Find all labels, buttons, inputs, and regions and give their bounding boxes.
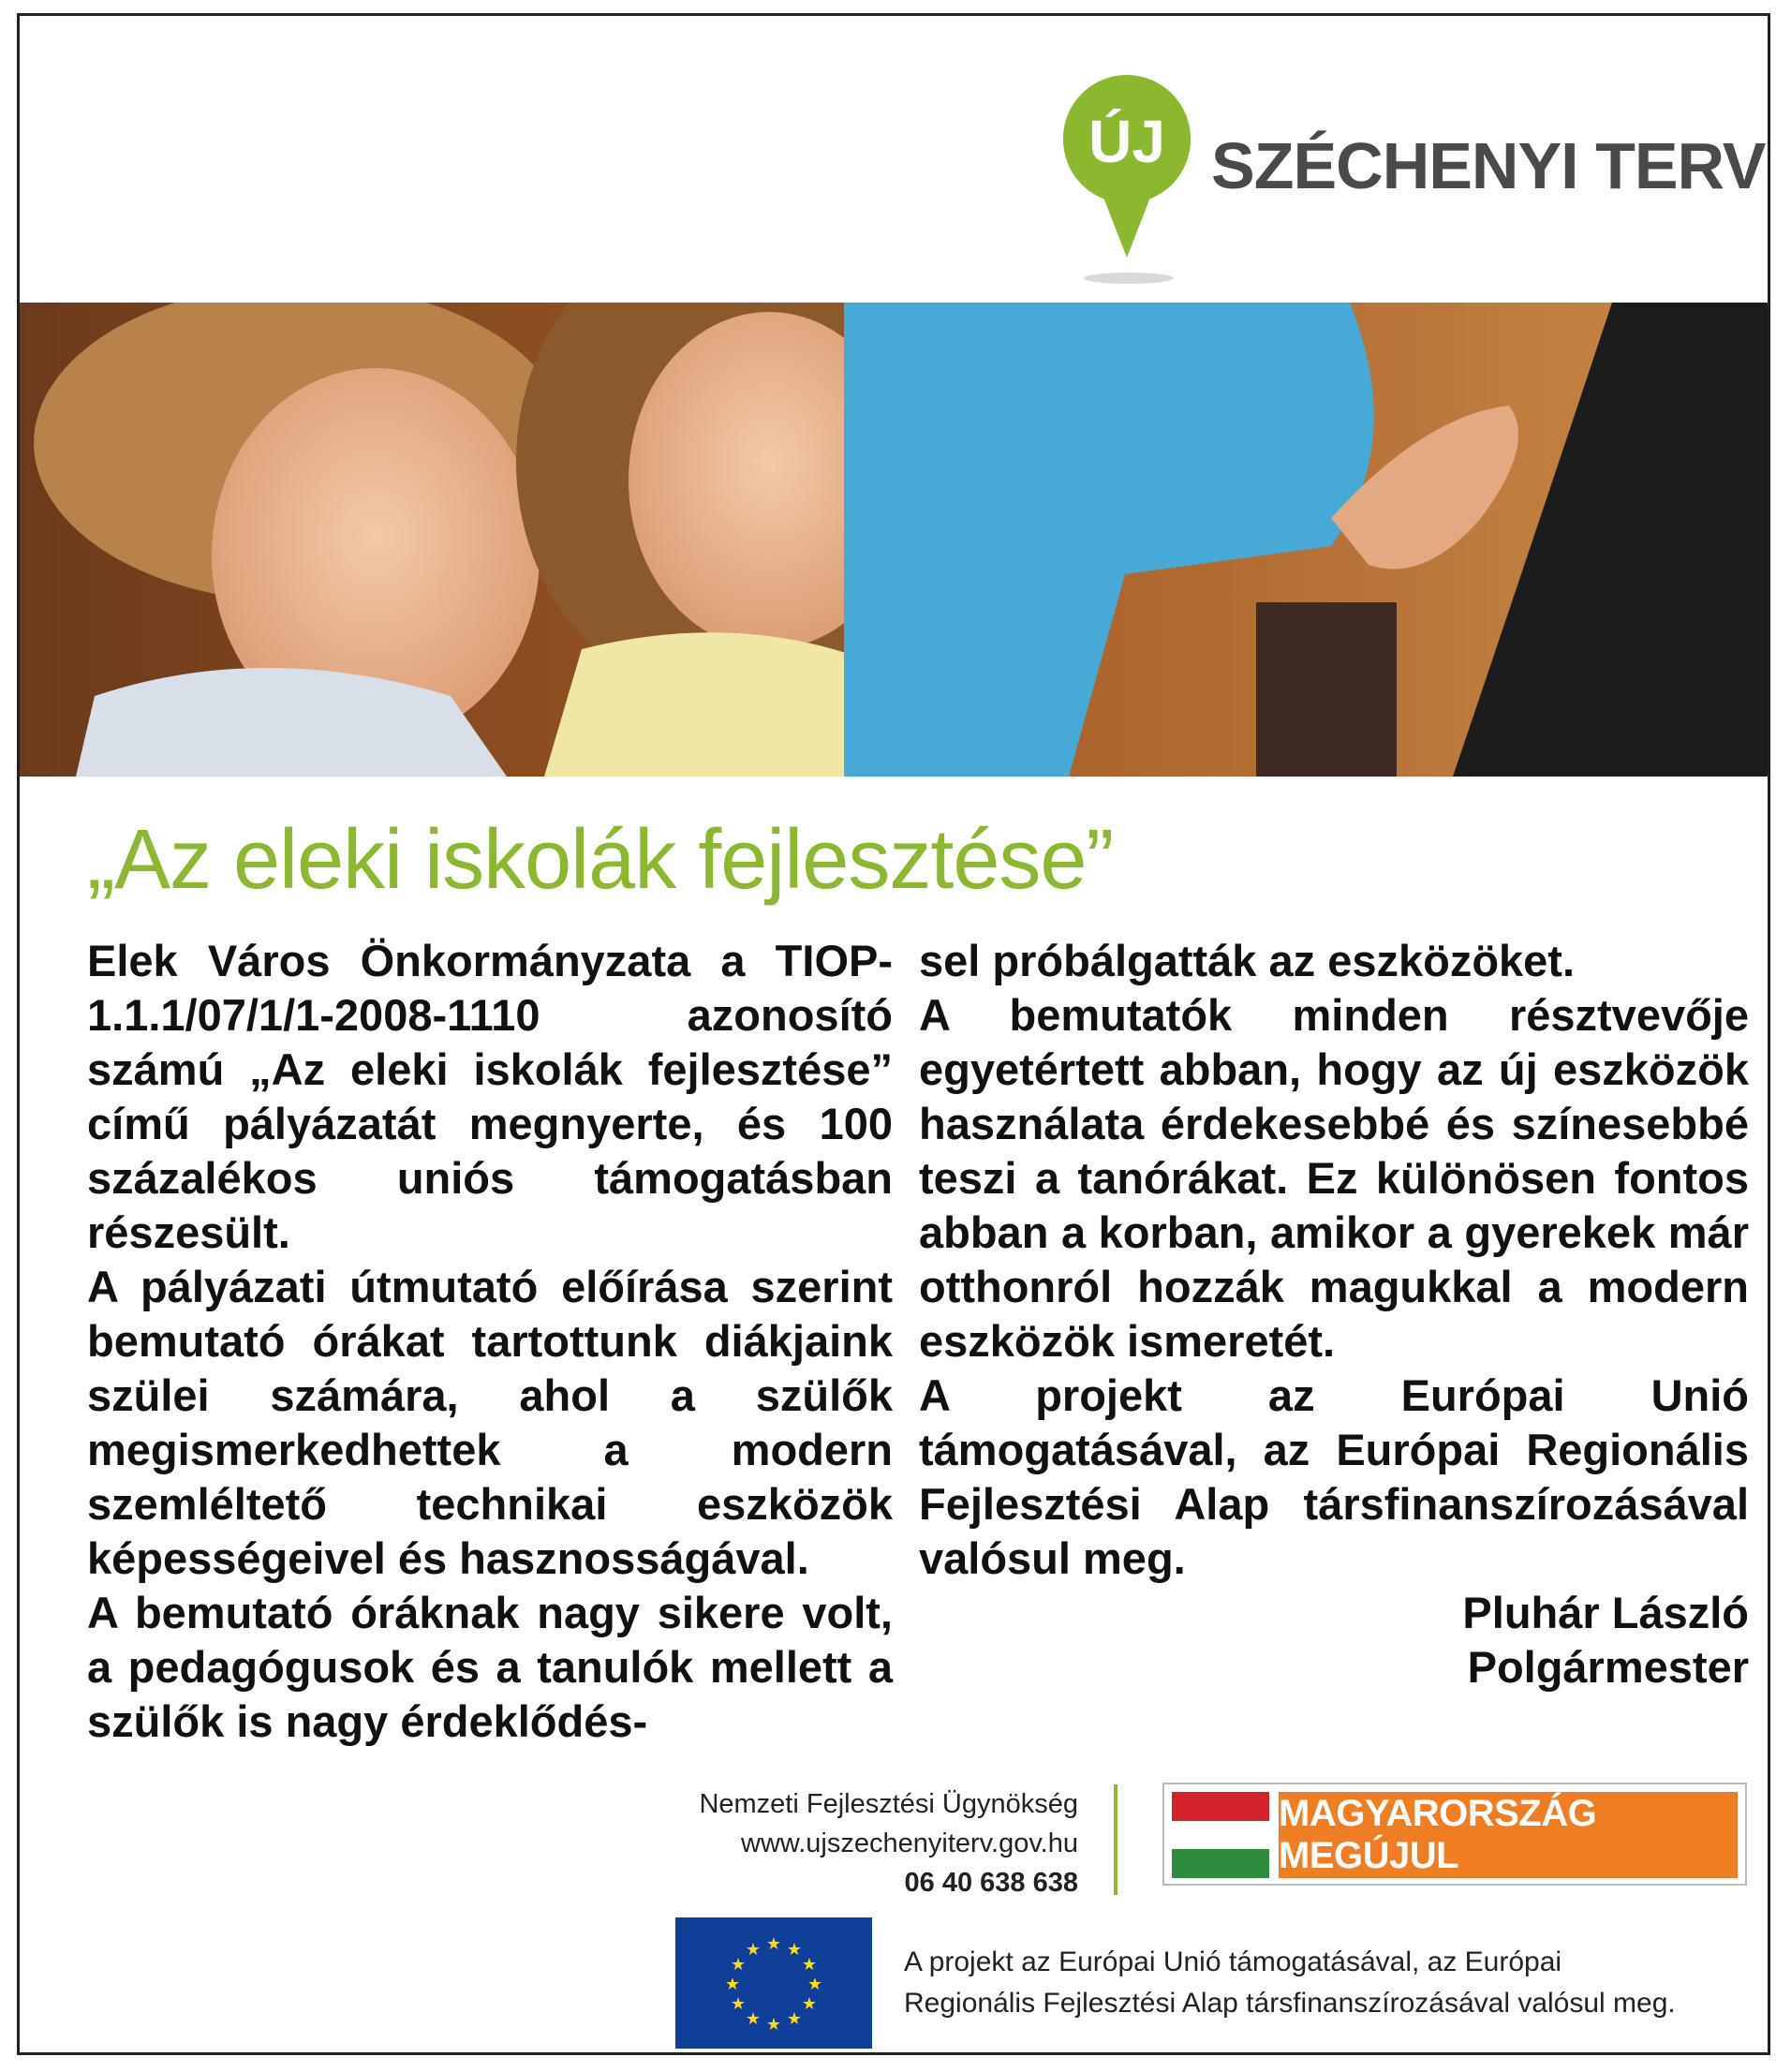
agency-info (629, 1784, 1078, 1902)
map-pin-icon (1043, 70, 1211, 295)
headline: „Az eleki iskolák fejlesztése” (87, 813, 1114, 907)
agency-phone: 06 40 638 638 (904, 1868, 1078, 1898)
paragraph: A bemutatók minden résztvevője egyetértett abban, hogy az új eszközök használata érdekesebbé és színesebbé teszi a tanórákat. Ez különösen fontos abban a korban, amikor a gyerekek már otthonról hozzák magukkal a modern eszközök ismeretét. (919, 990, 1749, 1366)
advertisement-frame (17, 13, 1770, 2055)
children-at-computer-photo (20, 303, 1768, 777)
eu-note-line-1: A projekt az Európai Unió támogatásával, az Európai (904, 1946, 1562, 1977)
paragraph: Elek Város Önkormányzata a TIOP-1.1.1/07/1/1-2008-1110 azonosító számú „Az eleki iskolák fejlesztése” című pályázatát megnyerte, és 100 százalékos uniós támogatásban részesült. (87, 936, 893, 1257)
body-right-column (919, 934, 1749, 1695)
svg-text:★: ★ (730, 1955, 747, 1975)
paragraph: A bemutató óráknak nagy sikere volt, a pedagógusok és a tanulók mellett a szülők is nagy érdeklődés- (87, 1588, 893, 1746)
svg-text:★: ★ (807, 1975, 823, 1994)
footer-divider (1114, 1784, 1118, 1895)
agency-name: Nemzeti Fejlesztési Ügynökség (699, 1789, 1078, 1819)
eu-flag-icon (675, 1917, 872, 2049)
svg-text:★: ★ (724, 1975, 741, 1994)
eu-note-line-2: Regionális Fejlesztési Alap társfinanszírozásával valósul meg. (904, 1988, 1676, 2019)
paragraph: sel próbálgatták az eszközöket. (919, 936, 1576, 985)
svg-text:★: ★ (765, 2015, 782, 2035)
paragraph: A pályázati útmutató előírása szerint bemutató órákat tartottunk diákjaink szülei számára, ahol a szülők megismerkedhettek a modern szemléltető technikai eszközök képességeivel és hasznosságával. (87, 1262, 893, 1583)
signature-title: Polgármester (1467, 1642, 1749, 1692)
hero-photo (20, 303, 1768, 777)
svg-text:★: ★ (786, 1940, 803, 1960)
signature-name: Pluhár László (1462, 1588, 1749, 1637)
svg-text:★: ★ (765, 1934, 782, 1954)
hungarian-flag-icon (1172, 1792, 1269, 1878)
magyarorszag-megujul-badge (1162, 1783, 1747, 1886)
body-left-column (87, 934, 893, 1749)
svg-text:★: ★ (786, 2009, 803, 2029)
svg-text:★: ★ (745, 2009, 762, 2029)
svg-text:★: ★ (745, 1940, 762, 1960)
agency-url: www.ujszechenyiterv.gov.hu (741, 1828, 1078, 1858)
svg-text:★: ★ (730, 1994, 747, 2014)
logo-title: SZÉCHENYI TERV (1211, 129, 1766, 202)
svg-text:★: ★ (801, 1994, 818, 2014)
uj-szechenyi-terv-logo (1043, 70, 1766, 295)
svg-text:★: ★ (801, 1955, 818, 1975)
paragraph: A projekt az Európai Unió támogatásával, az Európai Regionális Fejlesztési Alap társfinanszírozásával valósul meg. (919, 1370, 1749, 1583)
badge-text: MAGYARORSZÁG MEGÚJUL (1279, 1792, 1738, 1878)
eu-funding-note (904, 1942, 1676, 2024)
logo-badge-text: ÚJ (1088, 108, 1165, 175)
